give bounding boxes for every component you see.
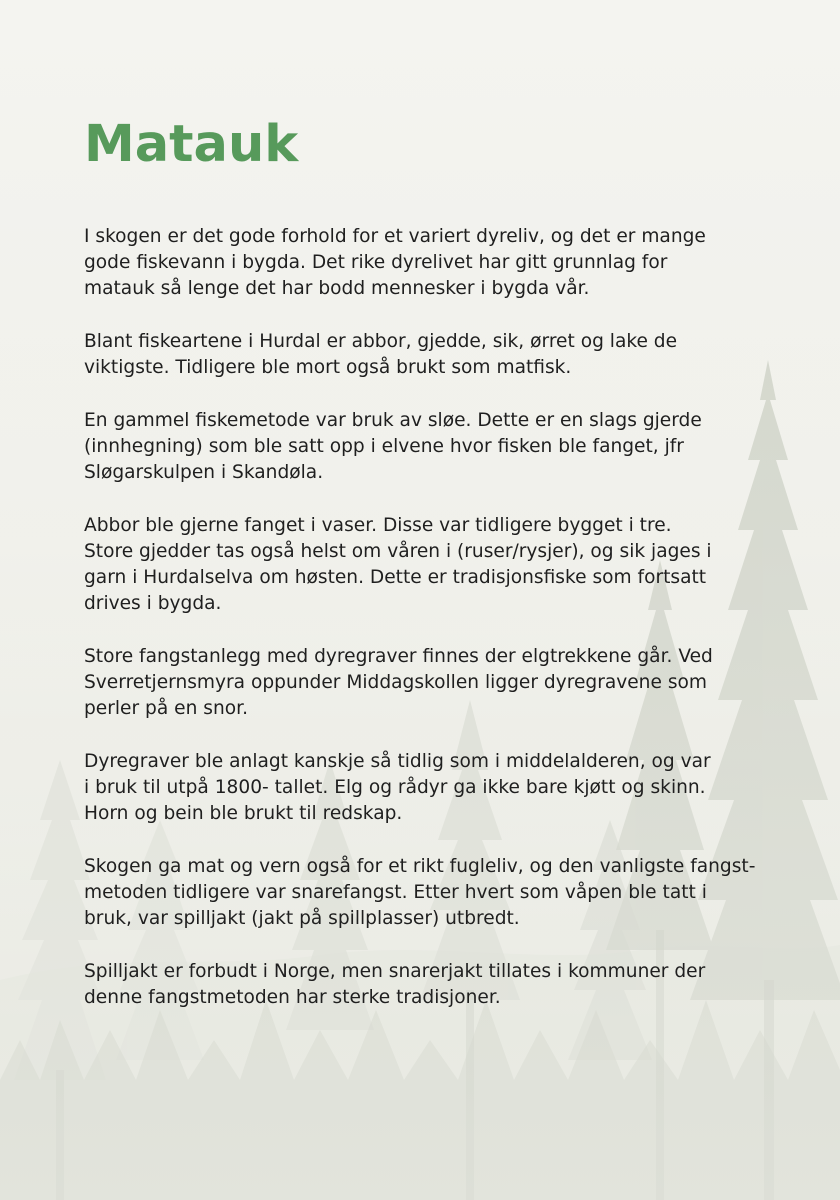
text-line: (innhegning) som ble satt opp i elvene hvor fisken ble fanget, jfr (84, 436, 684, 457)
paragraph (84, 329, 744, 381)
text-line: garn i Hurdalselva om høsten. Dette er tradisjonsfiske som fortsatt (84, 567, 707, 588)
text-line: gode fiskevann i bygda. Det rike dyrelivet har gitt grunnlag for (84, 252, 668, 273)
text-line: Spilljakt er forbudt i Norge, men snarerjakt tillates i kommuner der (84, 961, 706, 982)
text-line: Store fangstanlegg med dyregraver finnes der elgtrekkene går. Ved (84, 646, 713, 667)
text-line: matauk så lenge det har bodd mennesker i bygda vår. (84, 278, 590, 299)
paragraph (84, 854, 756, 932)
text-line: metoden tidligere var snarefangst. Etter hvert som våpen ble tatt i (84, 882, 707, 903)
text-line: Abbor ble gjerne fanget i vaser. Disse var tidligere bygget i tre. (84, 515, 672, 536)
text-line: Horn og bein ble brukt til redskap. (84, 803, 403, 824)
text-line: i bruk til utpå 1800- tallet. Elg og rådyr ga ikke bare kjøtt og skinn. (84, 777, 706, 798)
text-line: En gammel fiskemetode var bruk av sløe. Dette er en slags gjerde (84, 410, 702, 431)
text-line: bruk, var spilljakt (jakt på spillplasser) utbredt. (84, 908, 520, 929)
text-line: Blant fiskeartene i Hurdal er abbor, gjedde, sik, ørret og lake de (84, 331, 678, 352)
text-line: Sløgarskulpen i Skandøla. (84, 462, 324, 483)
paragraph (84, 408, 744, 486)
text-line: Store gjedder tas også helst om våren i (ruser/rysjer), og sik jages i (84, 541, 712, 562)
text-line: I skogen er det gode forhold for et variert dyreliv, og det er mange (84, 226, 706, 247)
paragraph (84, 959, 744, 1011)
paragraph (84, 644, 744, 722)
text-line: drives i bygda. (84, 593, 222, 614)
page-title: Matauk (84, 115, 299, 174)
text-line: Sverretjernsmyra oppunder Middagskollen ligger dyregravene som (84, 672, 707, 693)
paragraph (84, 224, 744, 302)
body-text (84, 224, 756, 1011)
text-line: perler på en snor. (84, 698, 248, 719)
text-line: Dyregraver ble anlagt kanskje så tidlig som i middelalderen, og var (84, 751, 711, 772)
text-line: viktigste. Tidligere ble mort også brukt som matfisk. (84, 357, 572, 378)
paragraph (84, 513, 744, 617)
paragraph (84, 749, 744, 827)
article (84, 110, 756, 1038)
text-line: denne fangstmetoden har sterke tradisjoner. (84, 987, 501, 1008)
text-line: Skogen ga mat og vern også for et rikt fugleliv, og den vanligste fangst- (84, 856, 756, 877)
